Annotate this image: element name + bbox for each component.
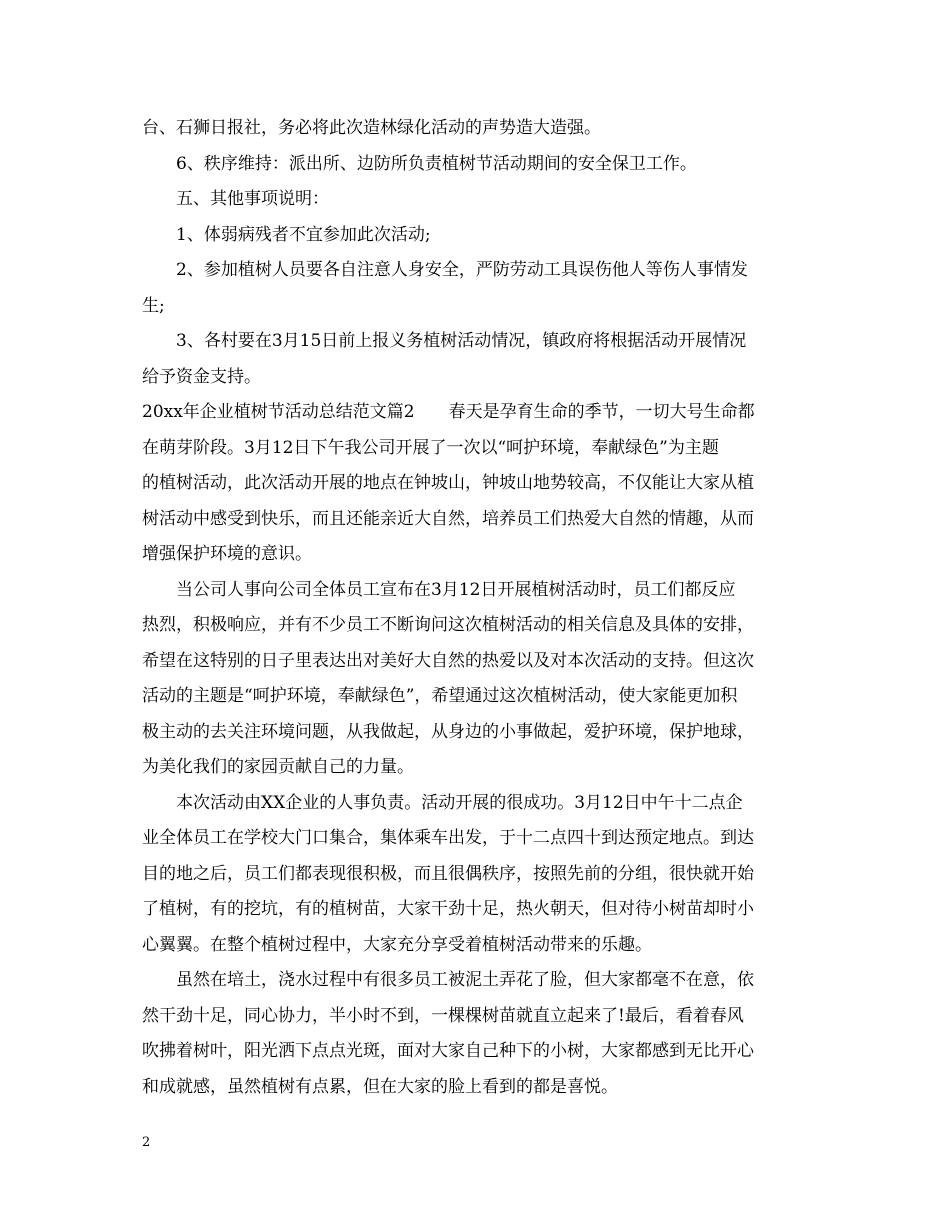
text-line: 希望在这特别的日子里表达出对美好大自然的热爱以及对本次活动的支持。但这次: [142, 650, 754, 671]
text-line: 当公司人事向公司全体员工宣布在3月12日开展植树活动时，员工们都反应: [176, 579, 736, 600]
text-line: 的植树活动，此次活动开展的地点在钟坡山，钟坡山地势较高，不仅能让大家从植: [142, 473, 754, 493]
text-line: 然干劲十足，同心协力，半小时不到，一棵棵树苗就直立起来了!最后，看着春风: [142, 1005, 744, 1026]
text-line: 和成就感，虽然植树有点累，但在大家的脸上看到的都是喜悦。: [142, 1076, 618, 1097]
text-line: 2、参加植树人员要各自注意人身安全，严防劳动工具误伤他人等伤人事情发: [176, 260, 748, 280]
text-line: 了植树，有的挖坑，有的植树苗，大家干劲十足，热火朝天，但对待小树苗却时小: [142, 899, 754, 919]
text-line: 给予资金支持。: [142, 366, 261, 387]
text-line: 为美化我们的家园贡献自己的力量。: [142, 757, 414, 777]
text-line: 20xx年企业植树节活动总结范文篇2 春天是孕育生命的季节，一切大号生命都: [142, 402, 755, 422]
text-line: 6、秩序维持：派出所、边防所负责植树节活动期间的安全保卫工作。: [176, 153, 697, 174]
text-line: 1、体弱病残者不宜参加此次活动;: [176, 224, 431, 245]
text-line: 虽然在培土，浇水过程中有很多员工被泥土弄花了脸，但大家都毫不在意，依: [176, 970, 754, 990]
text-line: 本次活动由XX企业的人事负责。活动开展的很成功。3月12日中午十二点企: [176, 792, 743, 813]
text-line: 热烈，积极响应，并有不少员工不断询问这次植树活动的相关信息及具体的安排，: [142, 615, 754, 635]
text-line: 业全体员工在学校大门口集合，集体乘车出发，于十二点四十到达预定地点。到达: [142, 828, 754, 848]
text-line: 生;: [142, 295, 165, 316]
text-line: 在萌芽阶段。3月12日下午我公司开展了一次以“呵护环境，奉献绿色”为主题: [142, 437, 719, 458]
text-line: 极主动的去关注环境问题，从我做起，从身边的小事做起，爱护环境，保护地球，: [142, 721, 754, 742]
text-line: 五、其他事项说明：: [176, 189, 329, 209]
page-number: 2: [142, 1135, 151, 1150]
document-body: [142, 111, 822, 1105]
text-line: 目的地之后，员工们都表现很积极，而且很偶秩序，按照先前的分组，很快就开始: [142, 863, 754, 884]
text-line: 心翼翼。在整个植树过程中，大家充分享受着植树活动带来的乐趣。: [142, 934, 652, 955]
text-line: 吹拂着树叶，阳光洒下点点光斑，面对大家自己种下的小树，大家都感到无比开心: [142, 1041, 754, 1061]
text-line: 台、石狮日报社，务必将此次造林绿化活动的声势造大造强。: [142, 118, 601, 138]
text-line: 3、各村要在3月15日前上报义务植树活动情况，镇政府将根据活动开展情况: [176, 331, 747, 351]
text-line: 增强保护环境的意识。: [142, 544, 312, 564]
text-line: 活动的主题是“呵护环境，奉献绿色”，希望通过这次植树活动，使大家能更加积: [142, 686, 738, 706]
text-line: 树活动中感受到快乐，而且还能亲近大自然，培养员工们热爱大自然的情趣，从而: [142, 508, 754, 529]
